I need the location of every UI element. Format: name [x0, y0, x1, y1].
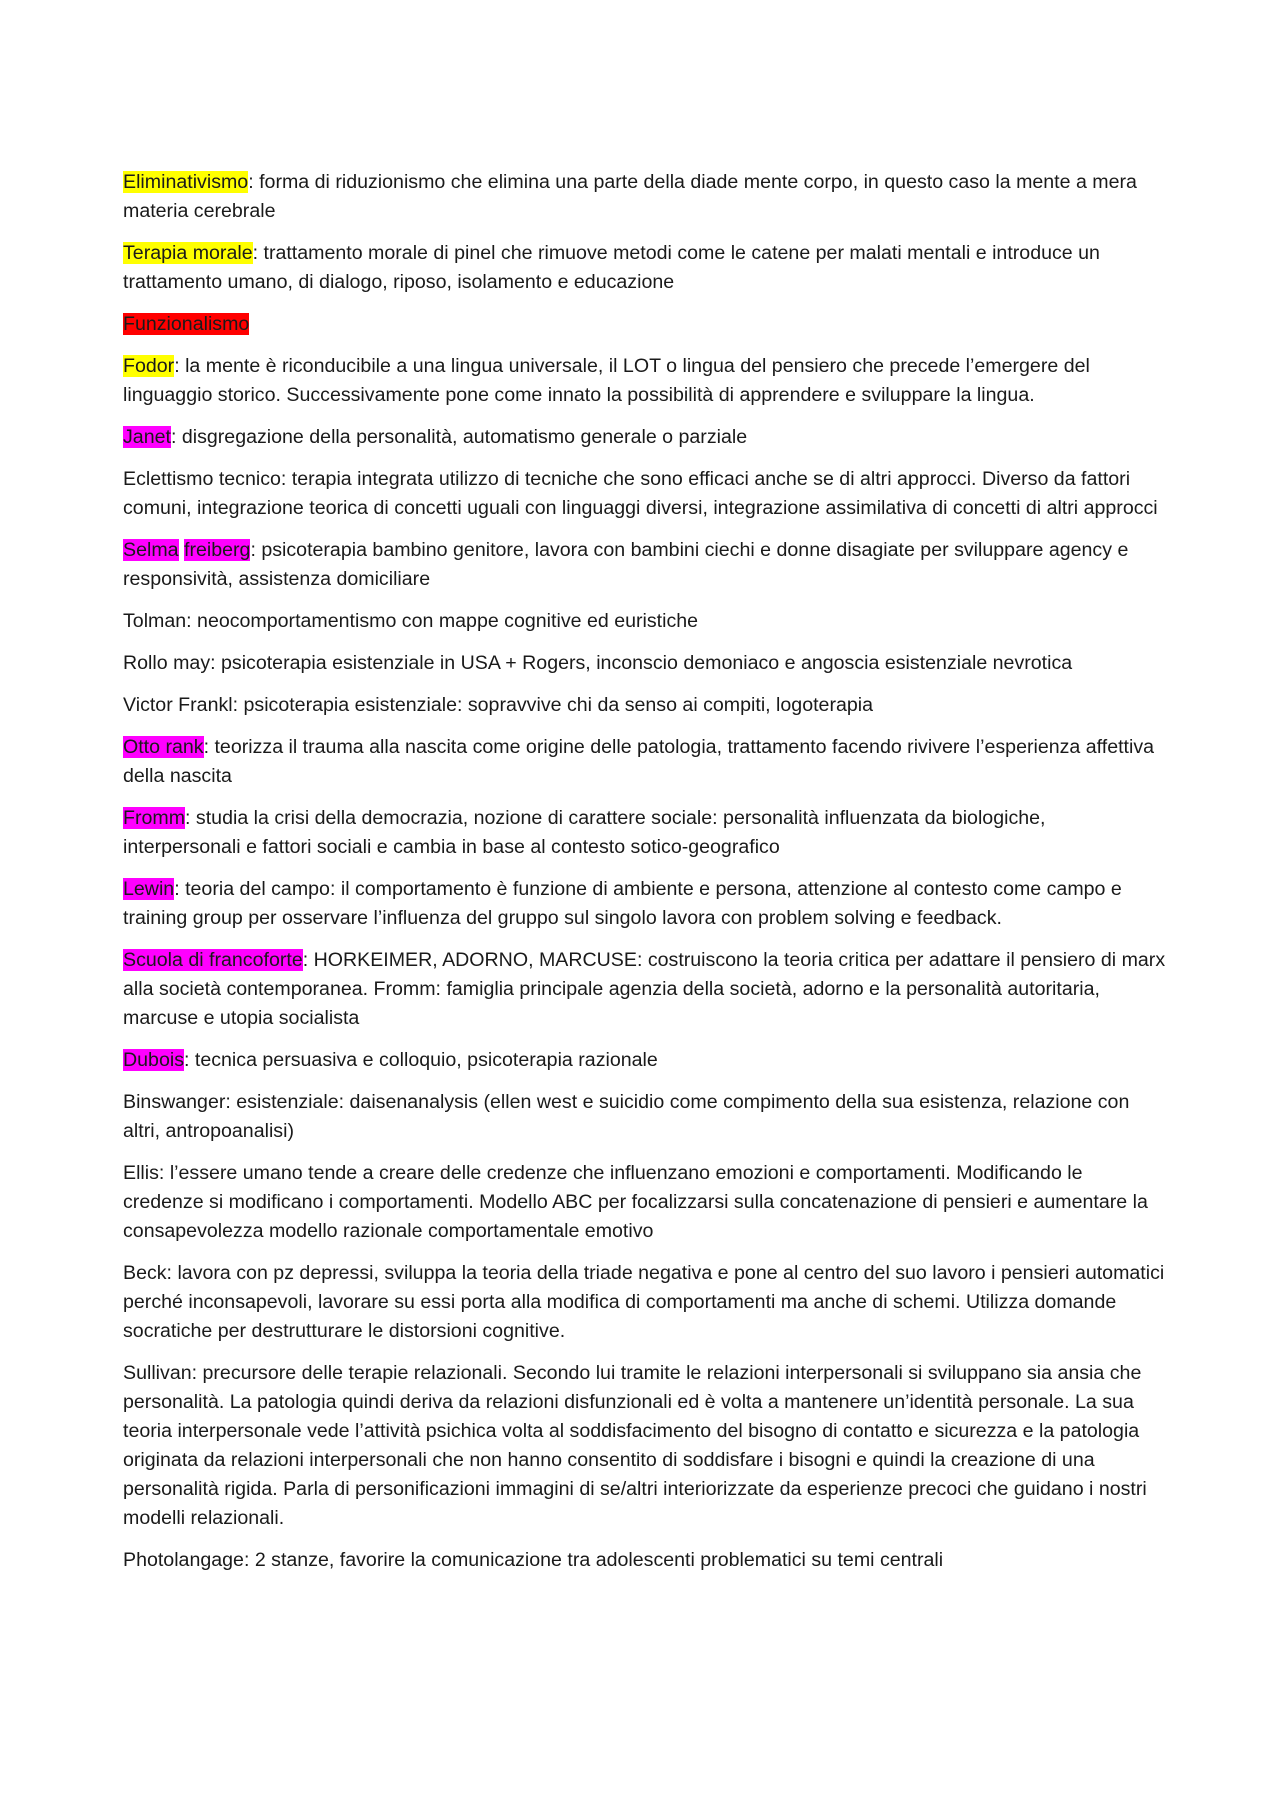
- paragraph-fromm: [123, 804, 1168, 862]
- highlighted-term: Lewin: [123, 878, 175, 900]
- document-page: [123, 168, 1168, 1588]
- highlighted-term: Dubois: [123, 1049, 184, 1071]
- highlighted-term: Fromm: [123, 807, 186, 829]
- paragraph-text: : la mente è riconducibile a una lingua universale, il LOT o lingua del pensiero che precede l’emergere del linguaggio storico. Successivamente pone come innato la possibilità di apprendere e sviluppare la lingua.: [123, 355, 1090, 406]
- paragraph-dubois: [123, 1046, 1168, 1075]
- paragraph-text: : studia la crisi della democrazia, nozione di carattere sociale: personalità influenzata da biologiche, interpersonali e fattori sociali e cambia in base al contesto sotico-geografico: [123, 807, 1046, 858]
- paragraph-sullivan: Sullivan: precursore delle terapie relazionali. Secondo lui tramite le relazioni interpersonali si sviluppano sia ansia che personalità. La patologia quindi deriva da relazioni disfunzionali ed è volta a mantenere un’identità personale. La sua teoria interpersonale vede l’attività psichica volta al soddisfacimento del bisogno di contatto e sicurezza e la patologia originata da relazioni interpersonali che non hanno consentito di soddisfare i bisogni e quindi la creazione di una personalità rigida. Parla di personificazioni immagini di se/altri interiorizzate da esperienze precoci che guidano i nostri modelli relazionali.: [123, 1362, 1147, 1529]
- highlighted-term: Scuola di francoforte: [123, 949, 303, 971]
- paragraph-text: : tecnica persuasiva e colloquio, psicoterapia razionale: [184, 1049, 658, 1071]
- paragraph-text: : teoria del campo: il comportamento è funzione di ambiente e persona, attenzione al contesto come campo e training group per osservare l’influenza del gruppo sul singolo lavora con problem solving e feedback.: [123, 878, 1122, 929]
- paragraph-text: : teorizza il trauma alla nascita come origine delle patologia, trattamento facendo rivivere l’esperienza affettiva della nascita: [123, 736, 1155, 787]
- paragraph-text: : trattamento morale di pinel che rimuove metodi come le catene per malati mentali e introduce un trattamento umano, di dialogo, riposo, isolamento e educazione: [123, 242, 1100, 293]
- paragraph-terapia-morale: [123, 239, 1168, 297]
- paragraph-selma-freiberg: [123, 536, 1168, 594]
- paragraph-text: : HORKEIMER, ADORNO, MARCUSE: costruiscono la teoria critica per adattare il pensiero di marx alla società contemporanea. Fromm: famiglia principale agenzia della società, adorno e la personalità autoritaria, marcuse e utopia socialista: [123, 949, 1166, 1029]
- paragraph-text: : forma di riduzionismo che elimina una parte della diade mente corpo, in questo caso la mente a mera materia cerebrale: [123, 171, 1137, 222]
- heading-funzionalismo: [123, 310, 1168, 339]
- paragraph-scuola-francoforte: [123, 946, 1168, 1033]
- paragraph-lewin: [123, 875, 1168, 933]
- highlighted-term: Funzionalismo: [123, 313, 250, 335]
- paragraph-text: : disgregazione della personalità, automatismo generale o parziale: [170, 426, 748, 448]
- highlighted-term: freiberg: [184, 539, 251, 561]
- paragraph-tolman: Tolman: neocomportamentismo con mappe cognitive ed euristiche: [123, 610, 699, 632]
- highlighted-term: Fodor: [123, 355, 175, 377]
- paragraph-janet: [123, 423, 1168, 452]
- paragraph-beck: Beck: lavora con pz depressi, sviluppa la teoria della triade negativa e pone al centro del suo lavoro i pensieri automatici perché inconsapevoli, lavorare su essi porta alla modifica di comportamenti ma anche di schemi. Utilizza domande socratiche per destrutturare le distorsioni cognitive.: [123, 1262, 1165, 1342]
- highlighted-term: Terapia morale: [123, 242, 253, 264]
- paragraph-otto-rank: [123, 733, 1168, 791]
- paragraph-victor-frankl: Victor Frankl: psicoterapia esistenziale: sopravvive chi da senso ai compiti, logoterapia: [123, 694, 874, 716]
- paragraph-eclettismo: Eclettismo tecnico: terapia integrata utilizzo di tecniche che sono efficaci anche se di altri approcci. Diverso da fattori comuni, integrazione teorica di concetti uguali con linguaggi diversi, integrazione assimilativa di concetti di altri approcci: [123, 468, 1158, 519]
- paragraph-fodor: [123, 352, 1168, 410]
- paragraph-binswanger: Binswanger: esistenziale: daisenanalysis (ellen west e suicidio come compimento della sua esistenza, relazione con altri, antropoanalisi): [123, 1091, 1130, 1142]
- paragraph-photolangage: Photolangage: 2 stanze, favorire la comunicazione tra adolescenti problematici su temi centrali: [123, 1549, 944, 1571]
- highlighted-term: Otto rank: [123, 736, 204, 758]
- highlighted-term: Janet: [123, 426, 171, 448]
- paragraph-text: : psicoterapia bambino genitore, lavora con bambini ciechi e donne disagiate per sviluppare agency e responsività, assistenza domiciliare: [123, 539, 1129, 590]
- paragraph-eliminativismo: [123, 168, 1168, 226]
- paragraph-ellis: Ellis: l’essere umano tende a creare delle credenze che influenzano emozioni e comportamenti. Modificando le credenze si modificano i comportamenti. Modello ABC per focalizzarsi sulla concatenazione di pensieri e aumentare la consapevolezza modello razionale comportamentale emotivo: [123, 1162, 1148, 1242]
- highlighted-term: Eliminativismo: [123, 171, 249, 193]
- paragraph-rollo-may: Rollo may: psicoterapia esistenziale in USA + Rogers, inconscio demoniaco e angoscia esistenziale nevrotica: [123, 652, 1073, 674]
- highlighted-term: Selma: [123, 539, 179, 561]
